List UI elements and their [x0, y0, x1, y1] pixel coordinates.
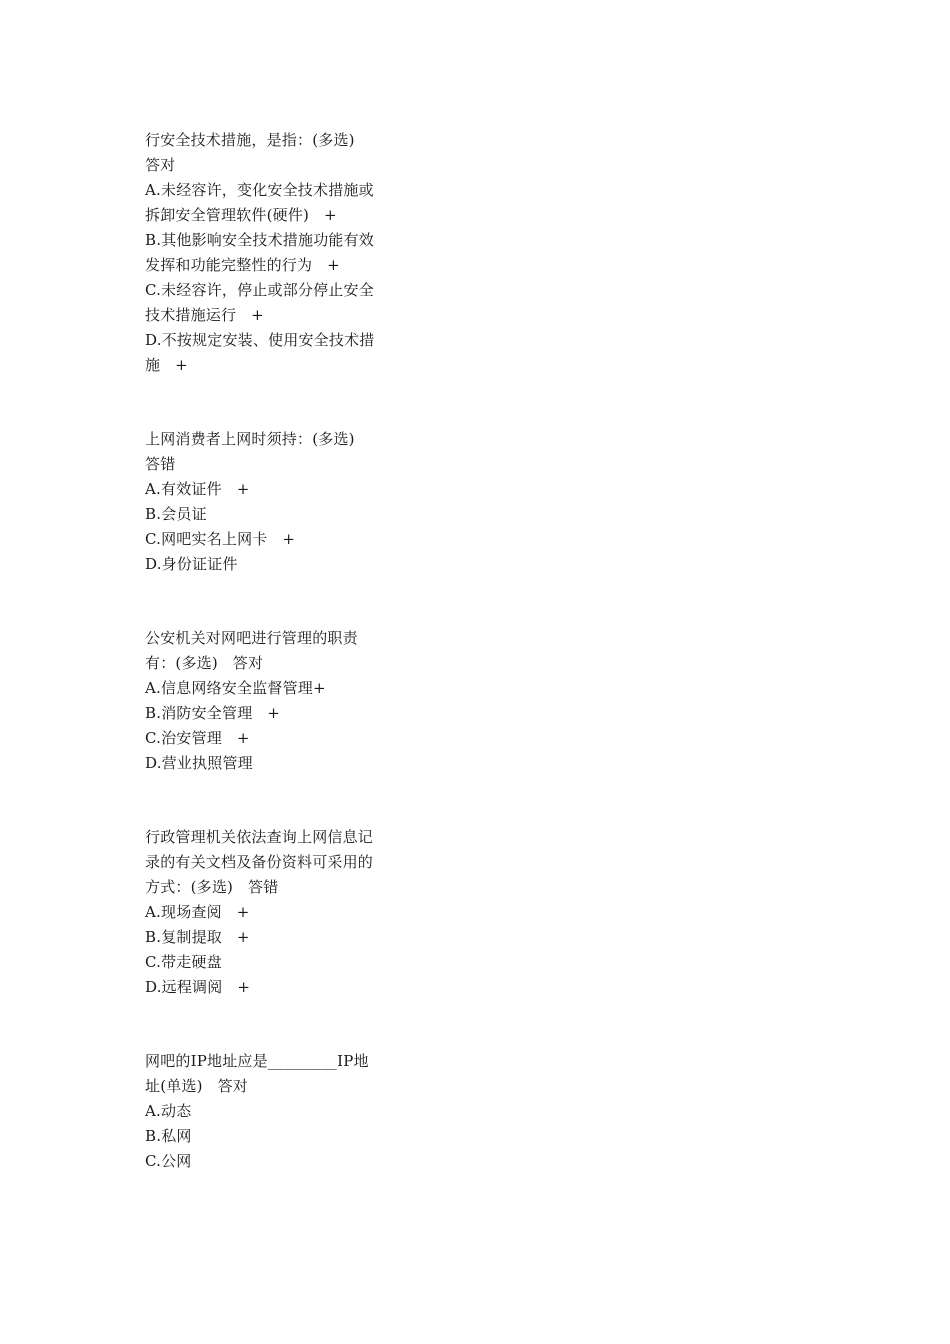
question-text-cont: 址(单选) 答对 — [145, 1077, 249, 1095]
option-c: C.未经容许，停止或部分停止安全 — [145, 281, 374, 299]
option-b: B.会员证 — [145, 505, 207, 523]
answer-result: 答对 — [145, 156, 176, 174]
option-d-cont: 施 + — [145, 356, 188, 374]
option-a: A.未经容许，变化安全技术措施或 — [145, 181, 374, 199]
option-b: B.其他影响安全技术措施功能有效 — [145, 231, 374, 249]
option-a: A.动态 — [145, 1102, 192, 1120]
question-text: 网吧的IP地址应是_________IP地 — [145, 1052, 369, 1070]
question-text-cont: 录的有关文档及备份资料可采用的 — [145, 853, 374, 871]
option-d: D.身份证证件 — [145, 555, 238, 573]
option-a: A.有效证件 + — [145, 480, 250, 498]
option-d: D.不按规定安装、使用安全技术措 — [145, 331, 375, 349]
option-d: D.营业执照管理 — [145, 754, 253, 772]
question-text-cont: 有：(多选) 答对 — [145, 654, 264, 672]
option-a: A.现场查阅 + — [145, 903, 250, 921]
option-b: B.复制提取 + — [145, 928, 250, 946]
option-d: D.远程调阅 + — [145, 978, 251, 996]
option-c: C.网吧实名上网卡 + — [145, 530, 296, 548]
option-a-cont: 拆卸安全管理软件(硬件) + — [145, 206, 337, 224]
option-b-cont: 发挥和功能完整性的行为 + — [145, 256, 340, 274]
question-text: 行政管理机关依法查询上网信息记 — [145, 828, 374, 846]
option-a: A.信息网络安全监督管理+ — [145, 679, 326, 697]
question-text-cont: 方式：(多选) 答错 — [145, 878, 279, 896]
question-text: 上网消费者上网时须持：(多选) — [145, 430, 355, 448]
question-text: 行安全技术措施，是指：(多选) — [145, 131, 355, 149]
option-c: C.带走硬盘 — [145, 953, 222, 971]
answer-result: 答错 — [145, 455, 176, 473]
option-c: C.治安管理 + — [145, 729, 250, 747]
option-b: B.消防安全管理 + — [145, 704, 281, 722]
option-c: C.公网 — [145, 1152, 192, 1170]
question-text: 公安机关对网吧进行管理的职责 — [145, 629, 358, 647]
option-b: B.私网 — [145, 1127, 192, 1145]
option-c-cont: 技术措施运行 + — [145, 306, 264, 324]
